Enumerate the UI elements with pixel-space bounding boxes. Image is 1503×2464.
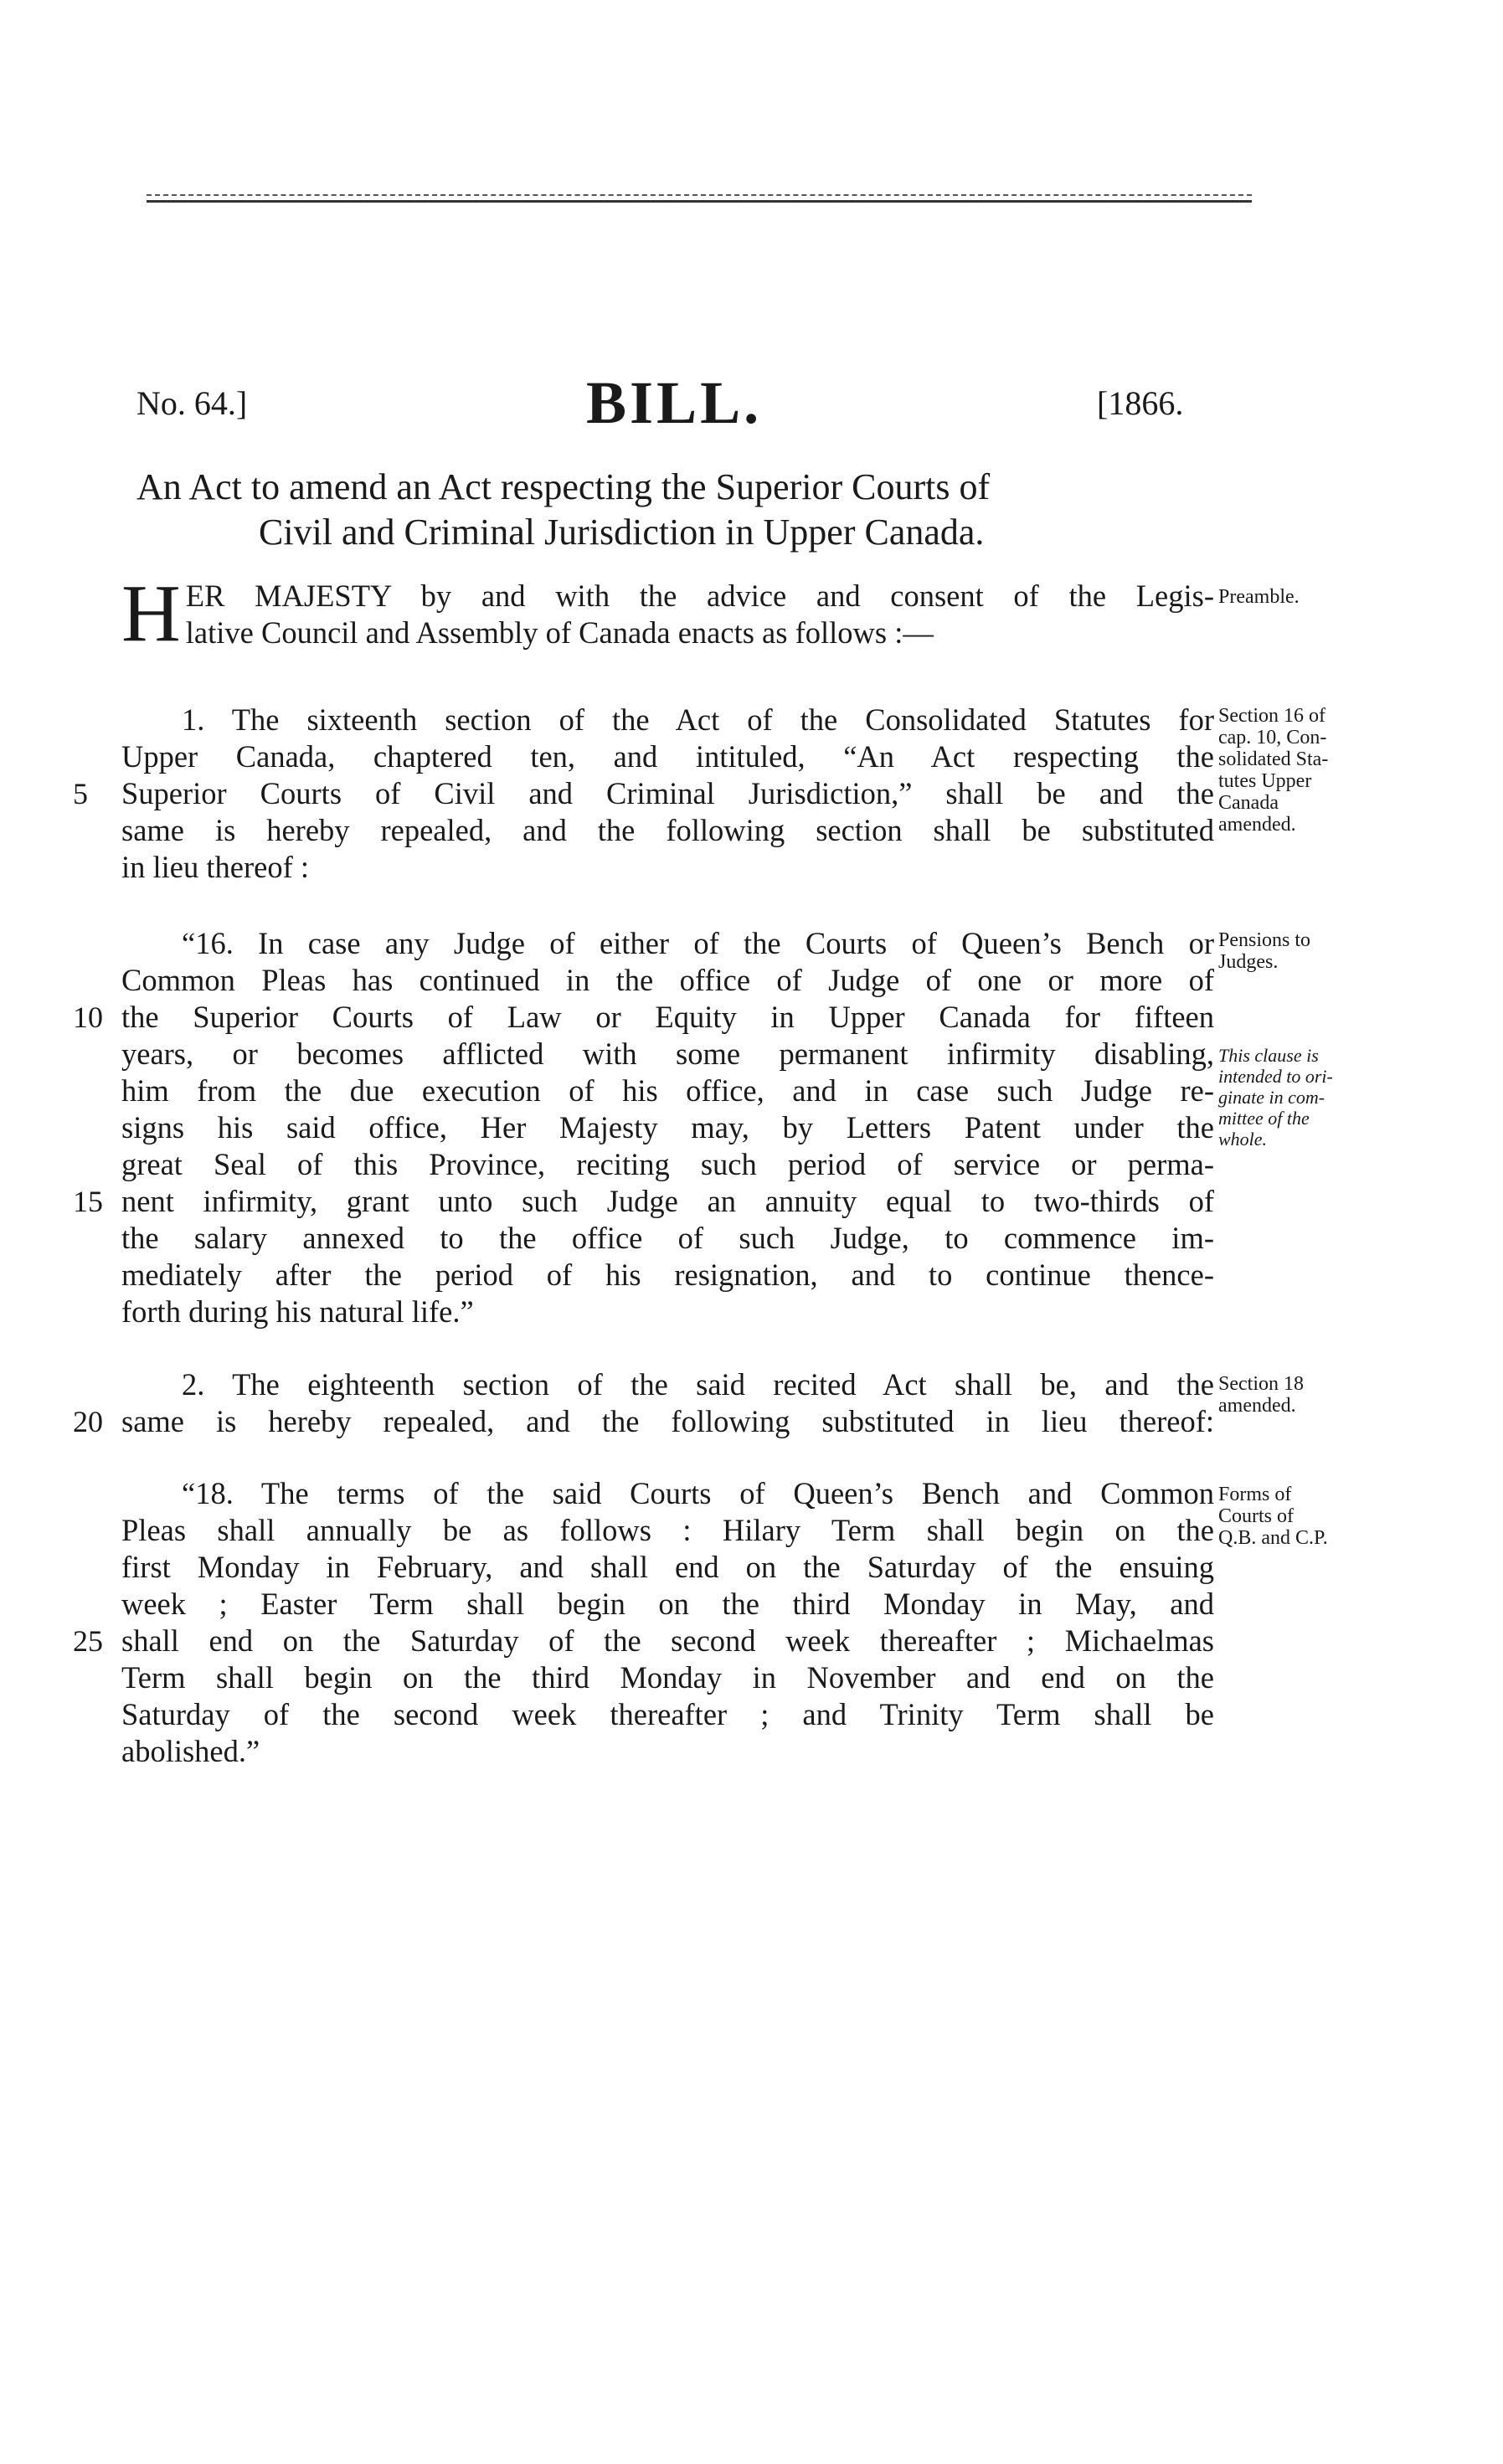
section-1 [73, 702, 1214, 886]
section-18-line: first Monday in February, and shall end on the Saturday of the ensuing [121, 1550, 1214, 1584]
section-2 [73, 1366, 1214, 1440]
act-title-line-2: Civil and Criminal Jurisdiction in Upper Canada. [259, 512, 985, 553]
section-1-line: in lieu thereof : [121, 850, 309, 884]
section-1-line: 5 Superior Courts of Civil and Criminal Jurisdiction,” shall be and the [73, 776, 1214, 810]
line-number: 20 [73, 1405, 103, 1438]
bill-year: [1866. [1097, 384, 1184, 422]
section-16-line: signs his said office, Her Majesty may, by Letters Patent under the [121, 1110, 1214, 1145]
top-rule-solid [147, 200, 1252, 203]
act-title-line-1: An Act to amend an Act respecting the Superior Courts of [136, 466, 991, 507]
section-18-line: Pleas shall annually be as follows : Hilary Term shall begin on the [121, 1513, 1214, 1547]
line-number: 10 [73, 1001, 103, 1034]
section-18-line: week ; Easter Term shall begin on the third Monday in May, and [121, 1587, 1214, 1621]
section-16-line: him from the due execution of his office, and in case such Judge re- [121, 1073, 1214, 1108]
section-16 [73, 925, 1214, 1330]
dropcap-letter: H [121, 568, 181, 659]
act-title [136, 465, 1225, 555]
section-1-line: 1. The sixteenth section of the Act of the Consolidated Statutes for [182, 702, 1214, 737]
section-18-line: Term shall begin on the third Monday in November and end on the [121, 1660, 1214, 1695]
section-16-line: mediately after the period of his resignation, and to continue thence- [121, 1258, 1214, 1292]
section-18-line: “18. The terms of the said Courts of Queen’s Bench and Common [182, 1476, 1214, 1510]
section-16-line: “16. In case any Judge of either of the Courts of Queen’s Bench or [182, 926, 1214, 960]
section-16-line: years, or becomes afflicted with some permanent infirmity disabling, [121, 1037, 1214, 1071]
bill-number: No. 64.] [136, 384, 248, 422]
margin-note-section-18: Section 18 amended. [1218, 1373, 1304, 1417]
margin-note-forms-of-courts: Forms of Courts of Q.B. and C.P. [1218, 1484, 1328, 1549]
preamble-line-1: ER MAJESTY by and with the advice and consent of the Legis- [185, 579, 1214, 613]
bill-heading: BILL. [586, 369, 763, 436]
top-rule [147, 194, 1252, 206]
section-16-line: 10 the Superior Courts of Law or Equity in Upper Canada for fifteen [73, 1000, 1214, 1034]
margin-note-section-16: Section 16 of cap. 10, Con- solidated Sta- tutes Upper Canada amended. [1218, 705, 1329, 836]
section-2-line: 20 same is hereby repealed, and the following substituted in lieu thereof: [73, 1404, 1214, 1438]
top-rule-dashed [147, 194, 1252, 196]
line-number: 15 [73, 1185, 103, 1218]
bill-header [0, 368, 1503, 435]
section-1-line: same is hereby repealed, and the following section shall be substituted [121, 813, 1214, 847]
section-18 [73, 1475, 1214, 1770]
section-16-line: Common Pleas has continued in the office of Judge of one or more of [121, 963, 1214, 997]
section-18-line: Saturday of the second week thereafter ; and Trinity Term shall be [121, 1697, 1214, 1731]
line-number: 5 [73, 777, 88, 810]
section-16-line: forth during his natural life.” [121, 1294, 474, 1329]
section-16-line: 15 nent infirmity, grant unto such Judge an annuity equal to two-thirds of [73, 1184, 1214, 1218]
section-2-line: 2. The eighteenth section of the said recited Act shall be, and the [182, 1367, 1214, 1402]
margin-note-committee-clause: This clause is intended to ori- ginate in com- mittee of the whole. [1218, 1045, 1333, 1150]
margin-note-pensions: Pensions to Judges. [1218, 929, 1311, 973]
section-18-line: 25 shall end on the Saturday of the second week thereafter ; Michaelmas [73, 1623, 1214, 1658]
line-number: 25 [73, 1624, 103, 1658]
section-16-line: the salary annexed to the office of such Judge, to commence im- [121, 1221, 1214, 1255]
preamble [121, 568, 1214, 659]
margin-note-preamble: Preamble. [1218, 586, 1300, 608]
section-16-line: great Seal of this Province, reciting such period of service or perma- [121, 1147, 1214, 1181]
preamble-line-2: lative Council and Assembly of Canada enacts as follows :— [185, 615, 934, 650]
section-18-line: abolished.” [121, 1734, 260, 1768]
section-1-line: Upper Canada, chaptered ten, and intituled, “An Act respecting the [121, 739, 1214, 774]
